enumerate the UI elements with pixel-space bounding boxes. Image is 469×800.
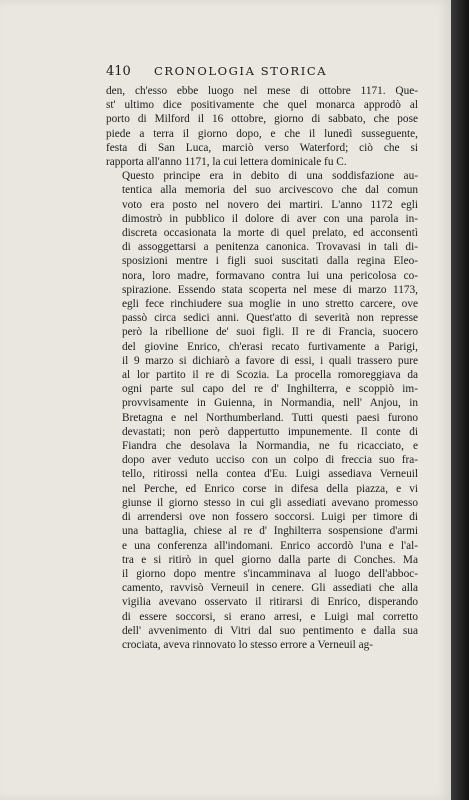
text-line: tello, ritirossi nella contea d'Eu. Luigi assediava Verneuil — [122, 468, 418, 481]
text-line: dopo aver veduto ucciso con un colpo di freccia suo fra- — [122, 454, 418, 467]
body-text — [106, 84, 418, 652]
text-line: nel Perche, ed Enrico corse in difesa della piazza, e vi — [122, 482, 418, 495]
text-line: provvisamente in Guienna, in Normandia, nell' Anjou, in — [122, 397, 418, 410]
paragraph — [106, 169, 418, 652]
text-line: porto di Milford il 16 ottobre, giorno di sabbato, che pose — [106, 113, 418, 126]
text-line: e una conferenza all'indomani. Enrico accordò l'una e l'al- — [122, 539, 418, 552]
text-line: tra e si ritirò in quel giorno dalla parte di Conches. Ma — [122, 553, 418, 566]
text-line: devastati; non però dappertutto impunemente. Il conte di — [122, 425, 418, 438]
text-line: discreta occasionata la morte di quel prelato, ed acconsentì — [122, 227, 418, 240]
text-line: spirazione. Essendo stata scoperta nel mese di marzo 1173, — [122, 283, 418, 296]
text-line: tentica alla memoria del suo arcivescovo che dal comun — [122, 184, 418, 197]
text-line: dimostrò in pubblico il dolore di aver con una parola in- — [122, 212, 418, 225]
text-line: camento, ravvisò Verneuil in cenere. Gli assediati che alla — [122, 582, 418, 595]
text-line: del giovine Enrico, ch'erasi recato furtivamente a Parigi, — [122, 340, 418, 353]
running-title: CRONOLOGIA STORICA — [154, 64, 328, 78]
text-line: nora, loro madre, formavano contra lui una pericolosa co- — [122, 269, 418, 282]
text-line: il giorno dopo mentre s'incamminava al luogo dell'abboc- — [122, 567, 418, 580]
text-line: passò circa sedici anni. Quest'atto di severità non represse — [122, 312, 418, 325]
text-line: giunse il giorno stesso in cui gli assediati avevano promesso — [122, 496, 418, 509]
text-line: dell' avvenimento di Vitri dal suo pentimento e dalla sua — [122, 624, 418, 637]
text-line: però la ribellione de' suoi figli. Il re di Francia, suocero — [122, 326, 418, 339]
text-line: di arrendersi ove non fossero soccorsi. Luigi per timore di — [122, 511, 418, 524]
text-line: voto era posto nel novero dei martiri. L'anno 1172 egli — [122, 198, 418, 211]
text-line: piede a terra il giorno dopo, e che il lunedì susseguente, — [106, 127, 418, 140]
text-line: den, ch'esso ebbe luogo nel mese di ottobre 1171. Que- — [106, 85, 418, 97]
text-line: rapporta all'anno 1171, la cui lettera dominicale fu C. — [106, 156, 347, 169]
text-line: egli fece rinchiudere sua moglie in uno stretto carcere, ove — [122, 298, 418, 311]
text-line: st' ultimo dice positivamente che quel monarca approdò al — [106, 99, 418, 112]
page-number: 410 — [106, 64, 131, 79]
text-line: vigilia avevano osservato il ritirarsi di Enrico, disperando — [122, 596, 418, 609]
text-line: Bretagna e nel Northumberland. Tutti questi paesi furono — [122, 411, 418, 424]
text-line: di essere soccorsi, si erano arresi, e Luigi mal corretto — [122, 610, 418, 623]
paragraph — [106, 84, 418, 169]
text-line: di assoggettarsi a penitenza canonica. Trovavasi in tali di- — [122, 241, 418, 254]
scan-edge-shadow — [451, 0, 469, 800]
text-line: Questo principe era in debito di una soddisfazione au- — [122, 170, 418, 183]
text-line: sposizioni mentre i figli suoi suscitati dalla regina Eleo- — [122, 255, 418, 268]
running-head — [106, 64, 418, 82]
text-line: al lor partito il re di Scozia. La procella romoreggiava da — [122, 369, 418, 382]
text-line: il 9 marzo si dichiarò a favore di essi, i quali trassero pure — [122, 354, 418, 367]
text-line: una battaglia, chiese al re d' Inghilterra sospensione d'armi — [122, 525, 418, 538]
text-line: Fiandra che desolava la Normandia, ne fu ricacciato, e — [122, 440, 418, 453]
text-line: festa di San Luca, marciò verso Waterford; ciò che si — [106, 141, 418, 154]
text-line: ogni parte sul capo del re d' Inghilterra, e scoppiò im- — [122, 383, 418, 396]
text-line: crociata, aveva rinnovato lo stesso errore a Verneuil ag- — [122, 638, 374, 651]
page-content — [106, 64, 418, 652]
